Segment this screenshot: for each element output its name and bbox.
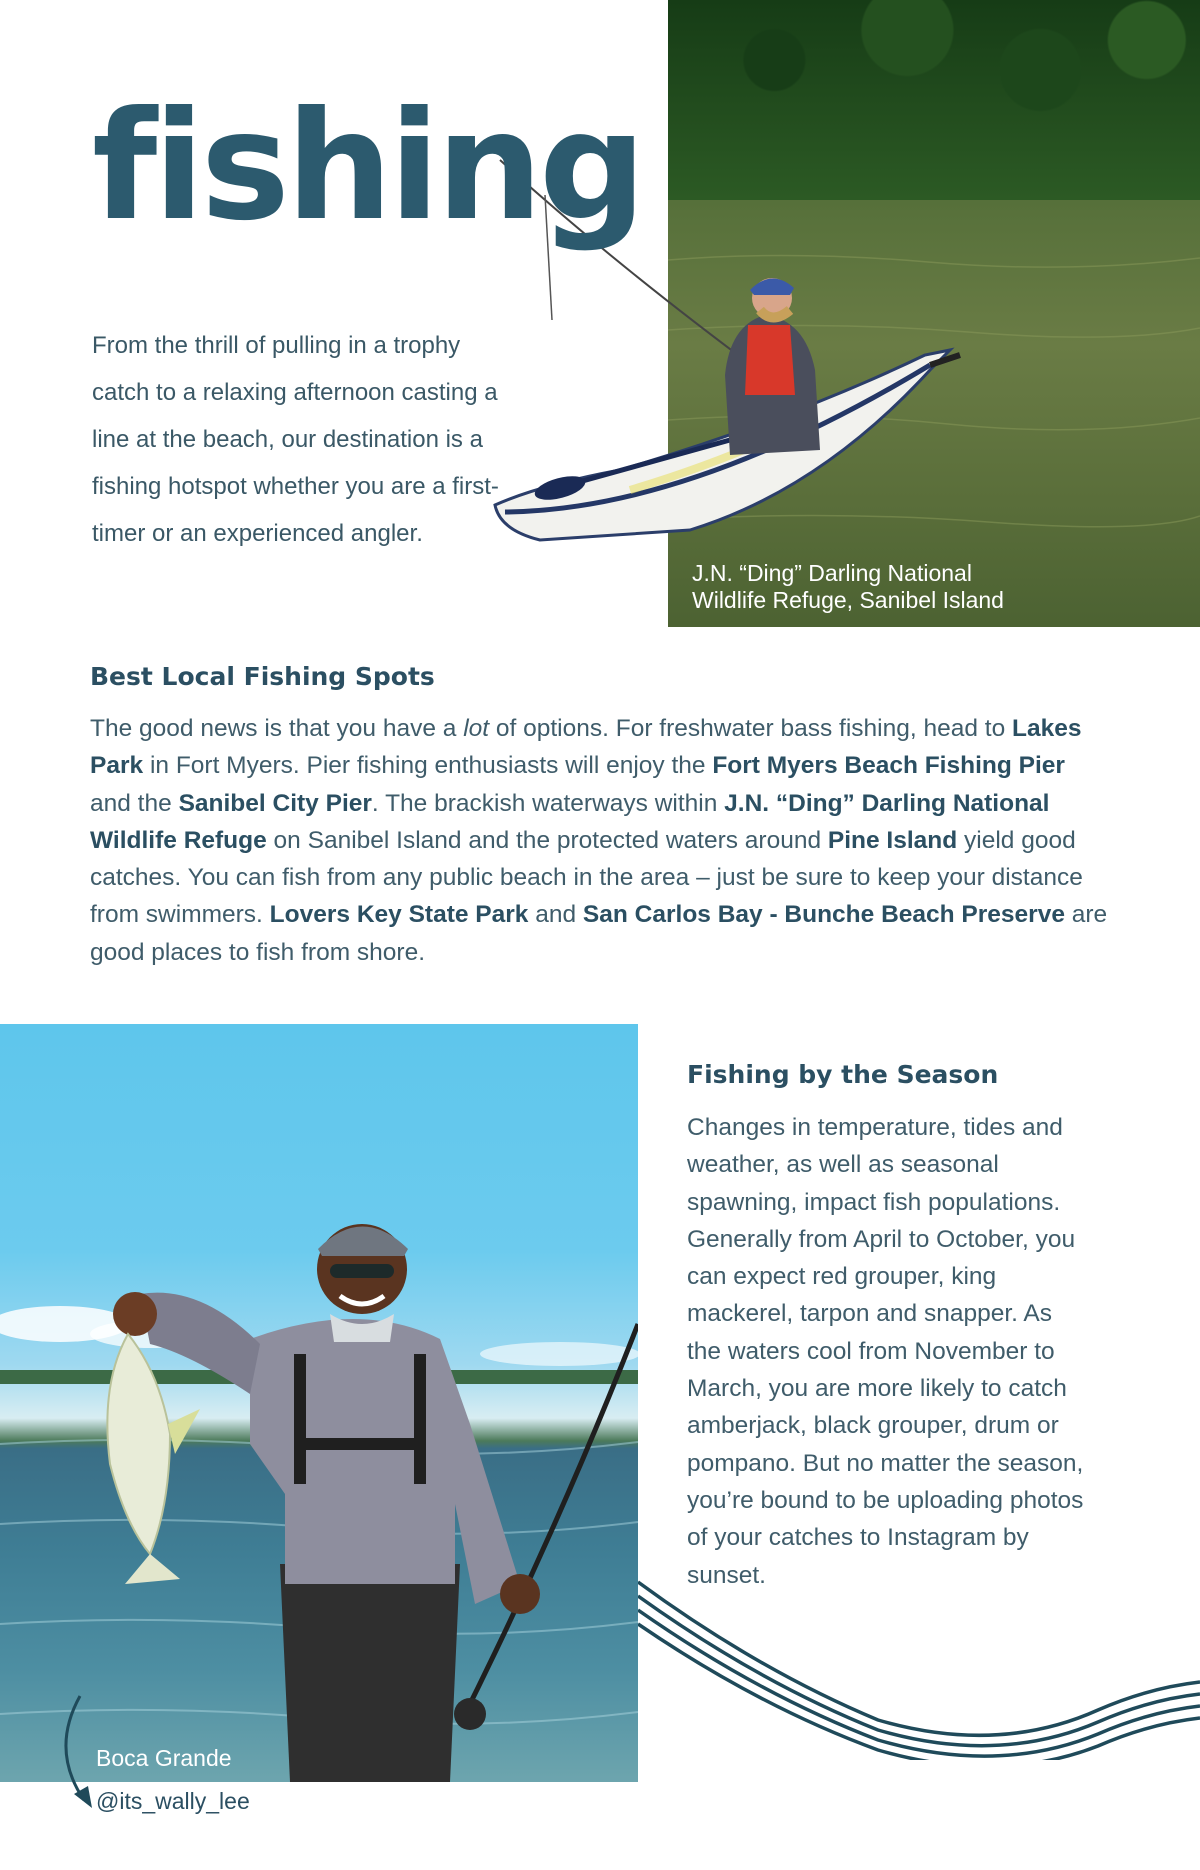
spots-text: The good news is that you have a	[90, 715, 464, 742]
spots-text: . The brackish waterways within	[371, 789, 725, 817]
spots-emphasis: lot	[463, 715, 490, 742]
spots-text: of options. For freshwater bass fishing, head to	[489, 715, 1013, 742]
spot-ding-darling-refuge: J.N. “Ding” Darling National Wildlife Refuge	[90, 789, 1050, 854]
spots-text: yield good catches. You can fish from any public beach in the area – just be sure to keep your distance from swimmers.	[90, 826, 1083, 929]
season-heading: Fishing by the Season	[687, 1060, 999, 1089]
wave-lines-decoration	[638, 1570, 1200, 1760]
spot-pine-island: Pine Island	[827, 826, 958, 854]
photo-credit-handle: @its_wally_lee	[96, 1788, 250, 1814]
top-photo-caption-line2: Wildlife Refuge, Sanibel Island	[692, 587, 1004, 613]
spot-sanibel-city-pier: Sanibel City Pier	[178, 789, 372, 817]
spots-heading: Best Local Fishing Spots	[90, 662, 435, 691]
spots-text: and the	[90, 789, 179, 817]
spots-text: are good places to fish from shore.	[90, 901, 1108, 966]
spots-text: and	[528, 901, 583, 929]
intro-paragraph: From the thrill of pulling in a trophy catch to a relaxing afternoon casting a line at the beach, our destination is a fishing hotspot whether you are a first-timer or an experienced angler.	[92, 332, 499, 547]
angler-photo	[0, 1024, 638, 1782]
spots-text: in Fort Myers. Pier fishing enthusiasts will enjoy the	[143, 752, 713, 780]
season-paragraph: Changes in temperature, tides and weather, as well as seasonal spawning, impact fish populations. Generally from April to October, you can expect red grouper, king mackerel, tarpon and snapper. As the waters cool from November to March, you are more likely to catch amberjack, black grouper, drum or pompano. But no matter the season, you’re bound to be uploading photos of your catches to Instagram by sunset.	[687, 1114, 1084, 1589]
spot-fort-myers-beach-pier: Fort Myers Beach Fishing Pier	[712, 752, 1065, 780]
spot-bunche-beach: San Carlos Bay - Bunche Beach Preserve	[582, 901, 1065, 929]
angler-with-fish-illustration	[0, 1024, 638, 1782]
top-photo-caption-line1: J.N. “Ding” Darling National	[692, 560, 972, 586]
spot-lakes-park: Lakes Park	[90, 715, 1082, 780]
spots-text: on Sanibel Island and the protected waters around	[266, 826, 828, 854]
spots-paragraph	[90, 710, 1110, 971]
spot-lovers-key: Lovers Key State Park	[269, 901, 529, 929]
bottom-photo-caption: Boca Grande	[96, 1745, 232, 1771]
page-title: fishing	[92, 80, 643, 254]
top-photo-caption	[692, 560, 1112, 614]
